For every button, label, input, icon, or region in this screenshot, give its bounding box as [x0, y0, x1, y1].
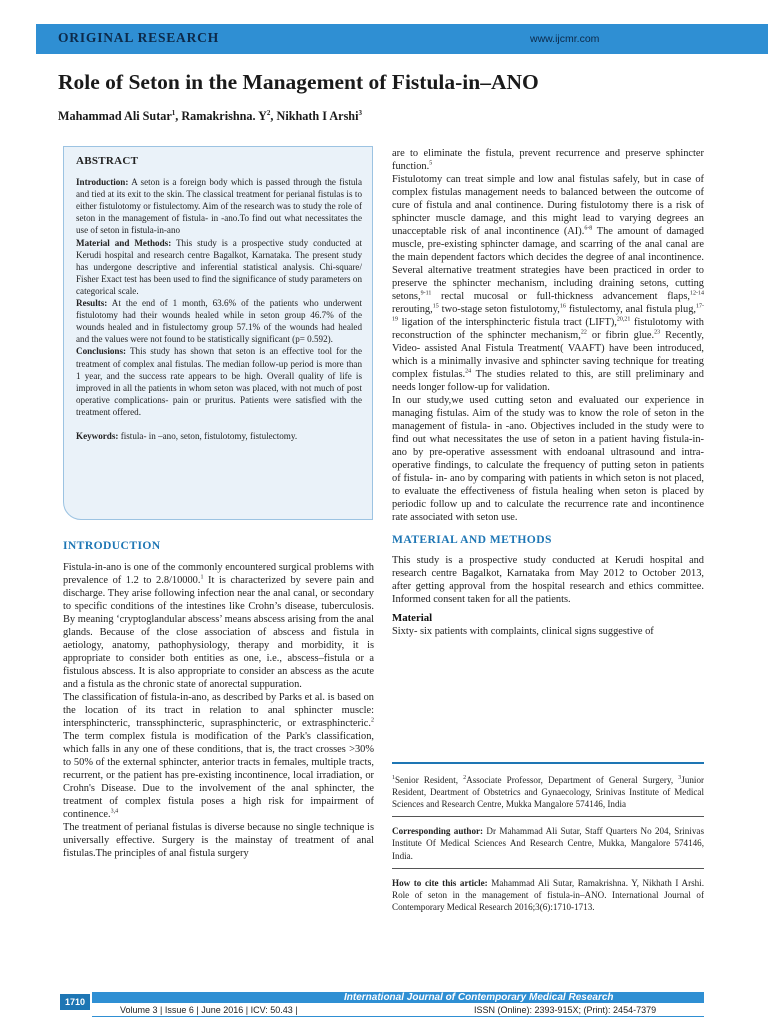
- citation-ref: 2: [371, 717, 374, 724]
- author-name: Nikhath I Arshi: [276, 109, 359, 124]
- footnote-rule: [392, 816, 704, 817]
- body-text: Fistulotomy can treat simple and low anal fistulas safely, but in case of complex fistulas management needs to balanced between the outcome of cure of fistula and anal continence. During fistulotomy there is a risk of sphincter muscle damage, and this might lead to varying degrees an unacceptable risk of anal incontinence (AI).: [392, 174, 704, 237]
- journal-name: International Journal of Contemporary Medical Research: [344, 992, 614, 1003]
- body-paragraph: In our study,we used cutting seton and evaluated our experience in managing fistulas. Aim of the study was to know the role of seton in the management of fistula- in -ano. Objectives included in the study were to find out what necessitates the use of seton in a patient having fistula-in-ano by pre-operative assessment with endoanal ultrasound and intra-operative findings, to calculate the frequency of putting seton in patients of fistula- in- ano by comparing with patients in which seton is not placed, to evaluate the effectiveness of fistula healing when seton is placed by periodic follow up and to calculate the recurrence rate and incontinence rate associated with seton use.: [392, 395, 704, 523]
- citation-ref: 6-8: [584, 225, 593, 232]
- body-text: fistulectomy, anal fistula plug,: [565, 304, 696, 315]
- citation-ref: 15: [432, 303, 439, 310]
- footnote-label: Corresponding author:: [392, 826, 484, 837]
- introduction-heading: INTRODUCTION: [63, 539, 161, 552]
- footnote-text: Dr Mahammad Ali Sutar, Staff Quarters No 204, Srinivas Institute Of Medical Sciences And Research Centre, Mukka, Mangalore 574146, India.: [392, 826, 704, 861]
- citation-ref: 20,21: [616, 316, 631, 323]
- citation-ref: 23: [654, 329, 661, 336]
- citation-ref: 1: [200, 574, 204, 581]
- abstract-text: This study has shown that seton is an effective tool for the treatment of complex anal fistulas. The median follow-up period is more than 1 year, and the success rate appears to be high. Overall quality of life is improved in all the patients in whom seton was placed, with not much of post operative complications- pain or pruritus. Patients were satisfied with the treatment offered.: [76, 346, 362, 417]
- body-text: The amount of damaged muscle, pre-existing sphincter damage, and scarring of the anal canal are the main dependent factors which decides the degree of anal incontinence. Several alternative treatment strategies have been practiced in order to preserve the sphincter mechanism, including draining setons, cutting setons,: [392, 226, 704, 302]
- citation-ref: 17-19: [392, 303, 704, 323]
- citation-ref: 16: [559, 303, 566, 310]
- abstract-text: A seton is a foreign body which is passed through the fistula and tied at its exit to the skin. The classical treatment for perianal fistulas is to either fistulotomy or fistulectomy. Aim of the research was to study the role of seton in the management of fistula- in -ano.To find out what necessitates the use of seton in fistula-in-ano: [76, 177, 362, 236]
- issue-info: Volume 3 | Issue 6 | June 2016 | ICV: 50.43 |: [120, 1005, 298, 1015]
- citation-ref: 12-14: [690, 290, 704, 297]
- abstract-text: This study is a prospective study conducted at Kerudi hospital and research centre Bagalkot, Karnataka. The present study has undergone descriptive and inferential statistical analysis. Chi-square/ Fisher Exact test has been used to find the significance of study parameters on categorical scale.: [76, 237, 362, 296]
- body-text: It is characterized by severe pain and discharge. They arise following infection near the anal canal, or secondary to specific conditions of the intestines like Crohn’s disease, tuberculosis. By meaning ‘cryptoglandular abscess’ means abscess arising from the anal glands. Because of the close association of abscess and fistula in aetiology, anatomy, pathophysiology, therapy and morbidity, it is appropriate to consider both entities as one, i.e., abscess–fistula or a fistulous abscess. It is also appropriate to consider an abscess as the acute and a fistula as the chronic state of anorectal suppuration.: [63, 575, 374, 690]
- body-text: rerouting,: [392, 304, 433, 315]
- affiliation-mark: 1: [392, 775, 395, 781]
- author-affiliation-mark: 1: [171, 109, 176, 117]
- footnotes: [392, 772, 704, 913]
- page-number: 1710: [60, 994, 90, 1010]
- citation-ref: 3,4: [110, 808, 119, 815]
- body-text: The studies related to this, are still preliminary and needs longer follow-up for validation.: [392, 369, 704, 393]
- affiliations: [392, 772, 704, 810]
- affiliation-text: Junior Resident, Deartment of Obstetrics and Gynaecology, Srinivas Institute of Medical Sciences and Research Centre, Mukka Mangalore 574146, India: [392, 775, 705, 810]
- author-list: Mahammad Ali Sutar$^1$, Ramakrishna. $Y^2$, Nikhath I Arshi$^3$: [58, 109, 362, 124]
- abstract-label: Material and Methods:: [76, 237, 172, 248]
- material-subheading: Material: [392, 612, 433, 624]
- issn-info: ISSN (Online): 2393-915X; (Print): 2454-7379: [474, 1005, 657, 1015]
- abstract-label: Introduction:: [76, 177, 129, 188]
- introduction-paragraph: [63, 561, 374, 691]
- article-title: Role of Seton in the Management of Fistula-in–ANO: [58, 70, 539, 94]
- abstract-label: Results:: [76, 298, 108, 309]
- left-column: [63, 539, 374, 860]
- abstract-text: At the end of 1 month, 63.6% of the patients who underwent fistulotomy had their wounds healed while in seton group 46.7% of the wounds healed and in fistulectomy group 57.1% of the wounds had healed and the values were not found to be statistically significant (p= 0.592).: [76, 298, 362, 345]
- footnote-rule: [392, 868, 704, 869]
- abstract-introduction: [76, 176, 362, 236]
- body-text: or fibrin glue.: [586, 330, 655, 341]
- body-text: are to eliminate the fistula, prevent recurrence and preserve sphincter function.: [392, 148, 704, 172]
- affiliation-text: Associate Professor, Department of General Surgery,: [466, 775, 679, 786]
- introduction-paragraph: The treatment of perianal fistulas is diverse because no single technique is universally effective. Surgery is the mainstay of treatment of anal fistulas.The principles of anal fistula surgery: [63, 822, 374, 859]
- citation-info: [392, 877, 704, 913]
- methods-heading: MATERIAL AND METHODS: [392, 533, 552, 546]
- citation-ref: 9-11: [420, 290, 432, 297]
- body-text: The term complex fistula is modification of the Park's classification, which falls in any one of these conditions, that is, the tract crosses >30% to 50% of the external sphincter, anterior tracts in females, multiple tracts, recurrent, or the patient has pre-existing incontinence, local irradiation, or Crohn's Disease. Due to the involvement of the anal sphincter, the treatment of complex fistula poses a high risk for impairment of continence.: [63, 731, 374, 820]
- body-text: ligation of the intersphincteric fistula tract (LIFT),: [398, 317, 617, 328]
- citation-ref: 24: [465, 368, 472, 375]
- affiliation-mark: 2: [463, 775, 467, 781]
- author-affiliation-mark: 3: [358, 109, 362, 117]
- body-paragraph: This study is a prospective study conducted at Kerudi hospital and research centre Bagalkot, Karnataka from May 2012 to October 2013, after getting approval from the hospital research and ethics committee. Informed consent taken for all the patients.: [392, 555, 704, 605]
- affiliation-mark: 3: [678, 775, 682, 781]
- section-label: ORIGINAL RESEARCH: [58, 30, 220, 45]
- abstract-keywords: [76, 430, 362, 442]
- abstract-label: Keywords:: [76, 430, 119, 441]
- abstract-results: [76, 297, 362, 345]
- body-paragraph: [392, 147, 704, 173]
- abstract-methods: [76, 237, 362, 297]
- footnote-text: Mahammad Ali Sutar, Ramakrishna. Y, Nikhath I Arshi. Role of seton in the management of fistula-in–ANO. International Journal of Contemporary Medical Research 2016;3(6):1710-1713.: [392, 877, 704, 912]
- author-name: Mahammad Ali Sutar: [58, 109, 172, 124]
- journal-url[interactable]: www.ijcmr.com: [530, 33, 600, 45]
- body-text: The classification of fistula-in-ano, as described by Parks et al. is based on the location of its tract in relation to anal sphincter muscle: intersphincteric, transsphincteric, suprasphincteric, or extrasphincteric.: [63, 692, 374, 729]
- right-column: [392, 147, 704, 638]
- footnote-label: How to cite this article:: [392, 877, 488, 888]
- abstract-box: [63, 146, 373, 520]
- corresponding-author: [392, 825, 704, 861]
- citation-ref: 22: [580, 329, 587, 336]
- citation-ref: 5: [429, 160, 433, 167]
- abstract-conclusions: [76, 345, 362, 418]
- abstract-text: fistula- in –ano, seton, fistulotomy, fistulectomy.: [118, 430, 298, 441]
- introduction-paragraph: [63, 691, 374, 821]
- body-text: fistulotomy with reconstruction of the sphincter mechanism,: [392, 317, 704, 341]
- body-text: Fistula-in-ano is one of the commonly encountered surgical problems with prevalence of 1.2 to 2.8/10000.: [63, 562, 374, 586]
- author-name: Ramakrishna. Y: [181, 109, 267, 124]
- body-text: rectal mucosal or full-thickness advancement flaps,: [431, 291, 690, 302]
- footer-rule: [92, 1016, 704, 1017]
- body-paragraph: Sixty- six patients with complaints, clinical signs suggestive of: [392, 626, 654, 637]
- footnote-divider: [392, 762, 704, 764]
- abstract-heading: ABSTRACT: [76, 155, 139, 167]
- abstract-label: Conclusions:: [76, 346, 127, 357]
- body-text: Recently, Video- assisted Anal Fistula Treatment( VAAFT) have been introduced, which is a minimally invasive and sphincter saving technique for treating complex fistulas.: [392, 330, 705, 380]
- body-paragraph: [392, 173, 704, 394]
- author-affiliation-mark: 2: [266, 109, 271, 117]
- affiliation-text: Senior Resident,: [395, 775, 464, 786]
- body-text: two-stage seton fistulotomy,: [438, 304, 560, 315]
